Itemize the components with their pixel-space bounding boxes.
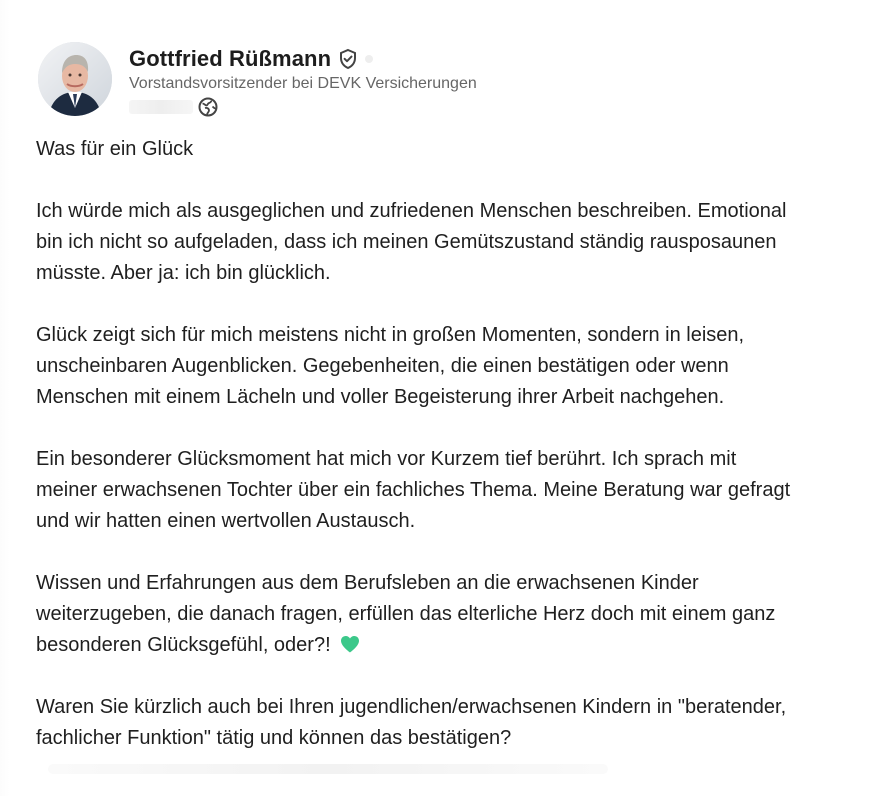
post-paragraph bbox=[36, 444, 856, 537]
post-line: unscheinbaren Augenblicken. Gegebenheiten, die einen bestätigen oder wenn bbox=[36, 355, 729, 377]
globe-icon[interactable] bbox=[197, 96, 219, 118]
post-line: Ich würde mich als ausgeglichen und zufriedenen Menschen beschreiben. Emotional bbox=[36, 200, 787, 222]
post-line: und wir hatten einen wertvollen Austausch. bbox=[36, 510, 416, 532]
author-line bbox=[129, 44, 477, 74]
author-name[interactable]: Gottfried Rüßmann bbox=[129, 46, 332, 71]
green-heart-icon bbox=[339, 633, 361, 653]
author-info bbox=[129, 44, 477, 93]
post-paragraph bbox=[36, 320, 856, 413]
post-paragraph bbox=[36, 196, 856, 289]
post-line: bin ich nicht so aufgeladen, dass ich meinen Gemütszustand ständig rausposaunen bbox=[36, 231, 777, 253]
post-header bbox=[38, 42, 818, 120]
faint-status-dot bbox=[365, 55, 373, 63]
left-edge-artifact bbox=[0, 0, 10, 796]
verified-shield-check-icon bbox=[337, 48, 359, 70]
post-line: fachlicher Funktion" tätig und können das bestätigen? bbox=[36, 727, 512, 749]
blurred-post-time bbox=[129, 100, 193, 114]
author-headline: Vorstandsvorsitzender bei DEVK Versicherungen bbox=[129, 75, 477, 92]
faint-bottom-artifact bbox=[48, 764, 608, 774]
avatar-portrait-icon bbox=[38, 42, 112, 116]
post-line-with-heart bbox=[36, 630, 856, 661]
post-line: weiterzugeben, die danach fragen, erfüllen das elterliche Herz doch mit einem ganz bbox=[36, 603, 776, 625]
post-line: Menschen mit einem Lächeln und voller Begeisterung ihrer Arbeit nachgehen. bbox=[36, 386, 725, 408]
post-paragraph bbox=[36, 568, 856, 661]
post-line: Was für ein Glück bbox=[36, 138, 194, 160]
post-meta bbox=[129, 96, 219, 118]
post-body bbox=[36, 134, 856, 754]
post-paragraph bbox=[36, 692, 856, 754]
post-line: meiner erwachsenen Tochter über ein fachliches Thema. Meine Beratung war gefragt bbox=[36, 479, 791, 501]
post-line: Ein besonderer Glücksmoment hat mich vor Kurzem tief berührt. Ich sprach mit bbox=[36, 448, 737, 470]
post-line: müsste. Aber ja: ich bin glücklich. bbox=[36, 262, 331, 284]
author-avatar[interactable] bbox=[38, 42, 112, 116]
post-line: Wissen und Erfahrungen aus dem Berufsleben an die erwachsenen Kinder bbox=[36, 572, 699, 594]
post-line-text: besonderen Glücksgefühl, oder?! bbox=[36, 634, 331, 656]
post-line: Glück zeigt sich für mich meistens nicht in großen Momenten, sondern in leisen, bbox=[36, 324, 745, 346]
post-paragraph bbox=[36, 134, 856, 165]
post-line: Waren Sie kürzlich auch bei Ihren jugendlichen/erwachsenen Kindern in "beratender, bbox=[36, 696, 787, 718]
